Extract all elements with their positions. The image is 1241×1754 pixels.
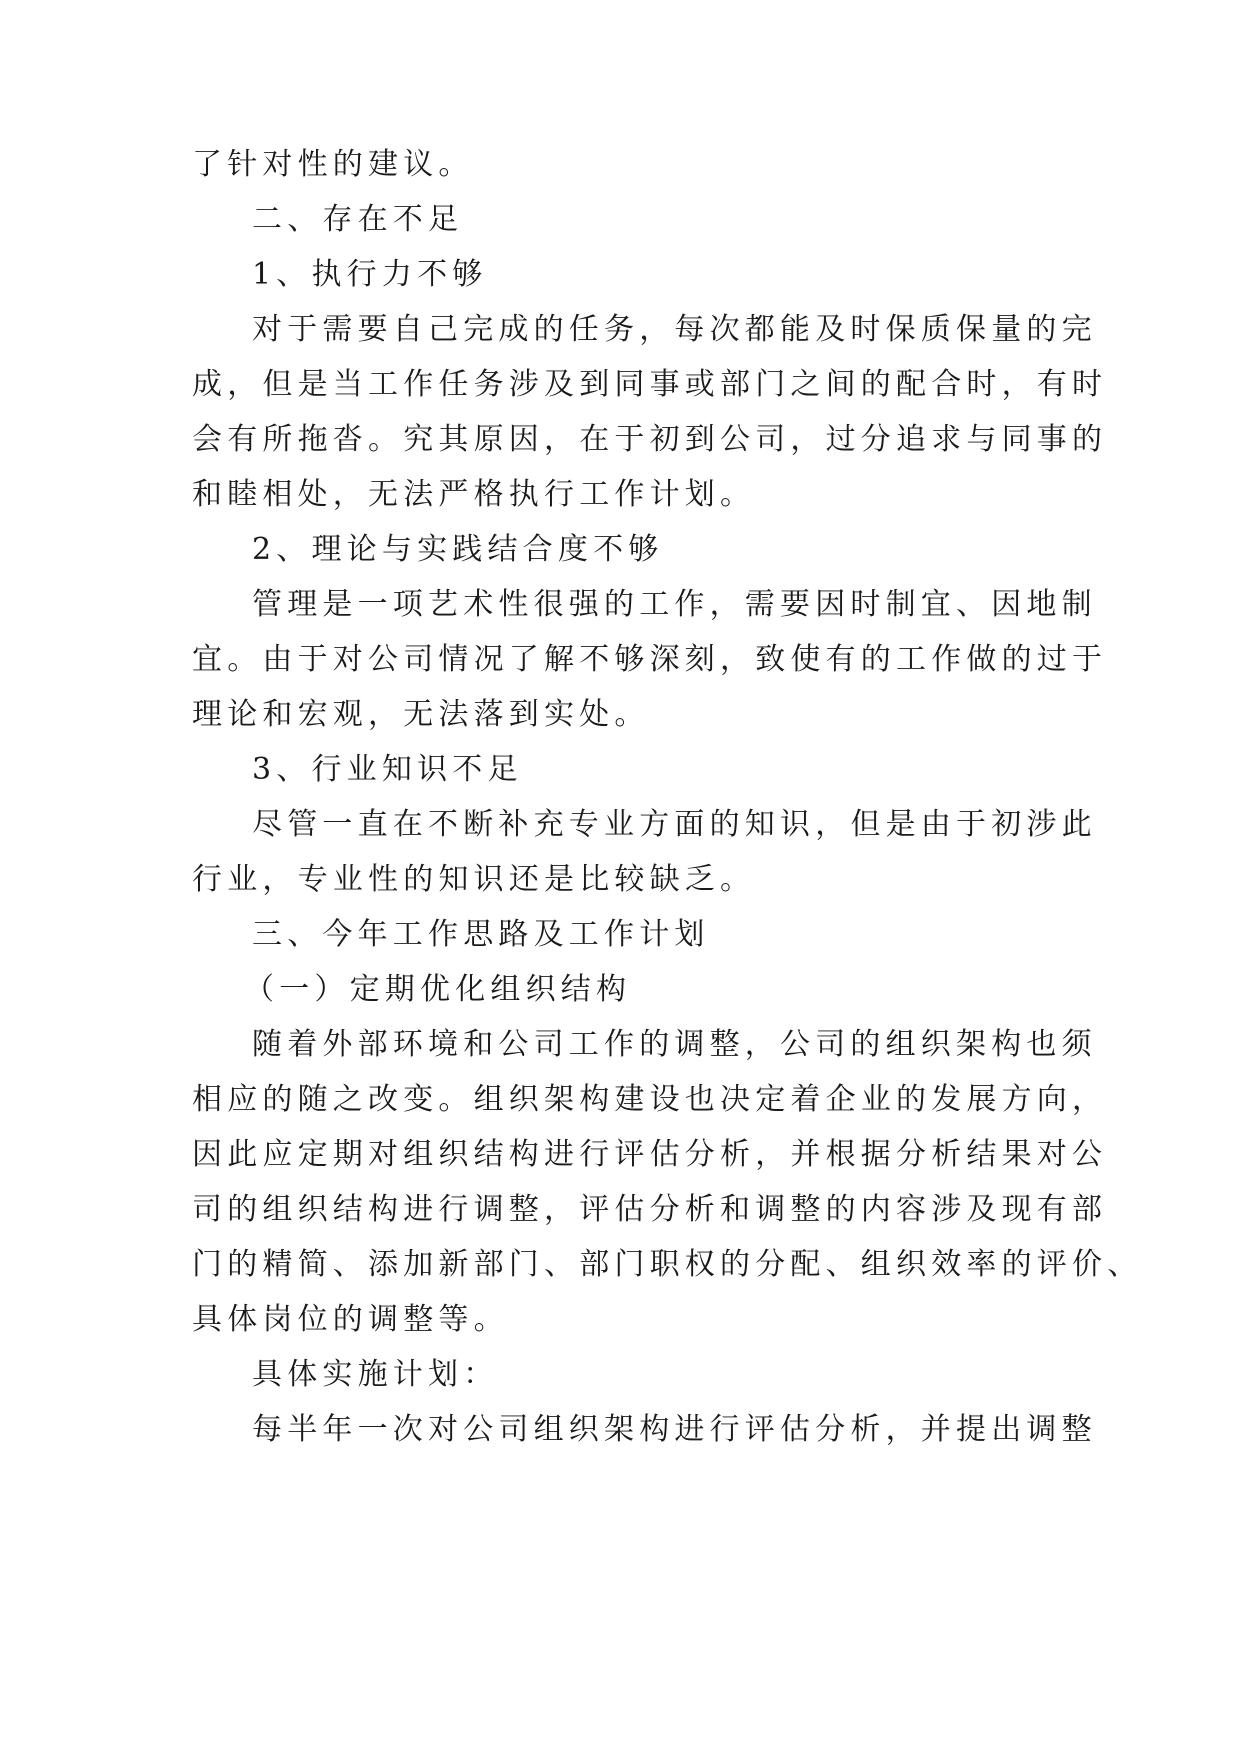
body-text-line: 具体岗位的调整等。 (192, 1302, 509, 1337)
body-text-line: 相应的随之改变。组织架构建设也决定着企业的发展方向， (192, 1082, 1108, 1117)
body-text-line: 随着外部环境和公司工作的调整，公司的组织架构也须 (252, 1027, 1097, 1062)
body-text-line: 具体实施计划： (252, 1357, 499, 1392)
body-text-line: 和睦相处，无法严格执行工作计划。 (192, 477, 756, 512)
subsection-heading: 1、执行力不够 (252, 257, 488, 292)
section-heading: 二、存在不足 (252, 202, 464, 237)
body-text-line: 理论和宏观，无法落到实处。 (192, 697, 650, 732)
body-text-line: 因此应定期对组织结构进行评估分析，并根据分析结果对公 (192, 1137, 1108, 1172)
subsection-heading: 3、行业知识不足 (252, 752, 523, 787)
body-text-line: 尽管一直在不断补充专业方面的知识，但是由于初涉此 (252, 807, 1097, 842)
body-text-line: 会有所拖沓。究其原因，在于初到公司，过分追求与同事的 (192, 422, 1108, 457)
body-text-line: 司的组织结构进行调整，评估分析和调整的内容涉及现有部 (192, 1192, 1108, 1227)
body-text-line: 行业，专业性的知识还是比较缺乏。 (192, 862, 756, 897)
body-text-line: 门的精简、添加新部门、部门职权的分配、组织效率的评价、 (192, 1247, 1143, 1282)
body-text-line: 每半年一次对公司组织架构进行评估分析，并提出调整 (252, 1412, 1097, 1447)
body-text-line: 对于需要自己完成的任务，每次都能及时保质保量的完 (252, 312, 1097, 347)
body-text-line: 了针对性的建议。 (192, 147, 474, 182)
body-text-line: 管理是一项艺术性很强的工作，需要因时制宜、因地制 (252, 587, 1097, 622)
subsection-heading: （一）定期优化组织结构 (244, 972, 632, 1007)
section-heading: 三、今年工作思路及工作计划 (252, 917, 710, 952)
body-text-line: 宜。由于对公司情况了解不够深刻，致使有的工作做的过于 (192, 642, 1108, 677)
body-text-line: 成，但是当工作任务涉及到同事或部门之间的配合时，有时 (192, 367, 1108, 402)
subsection-heading: 2、理论与实践结合度不够 (252, 532, 664, 567)
